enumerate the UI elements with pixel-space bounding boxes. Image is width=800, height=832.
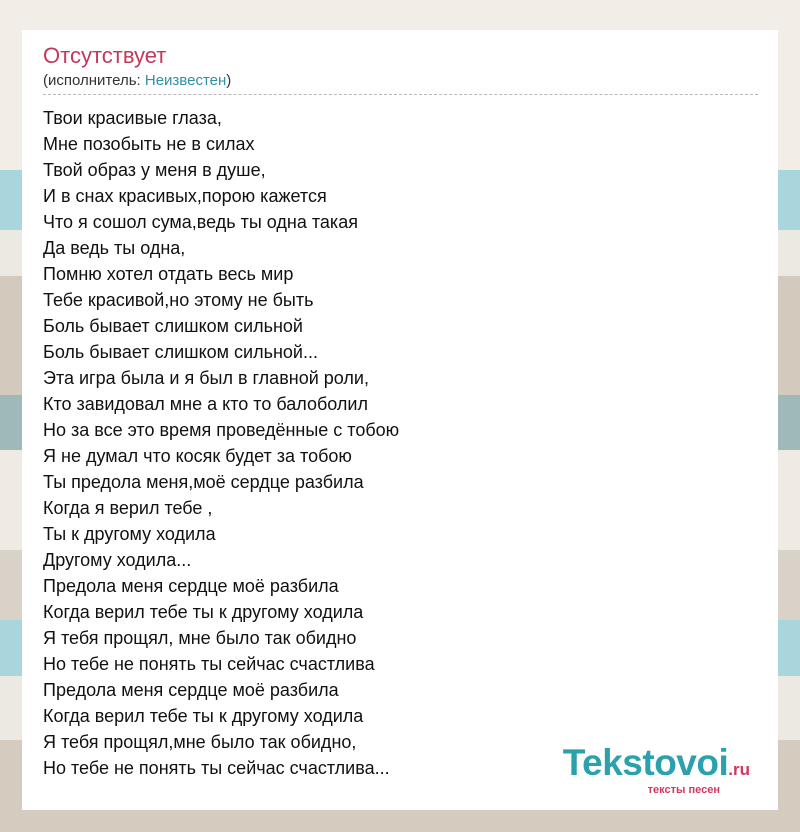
lyric-line: Помню хотел отдать весь мир [43, 264, 294, 284]
artist-line [43, 71, 758, 91]
lyric-line: Предола меня сердце моё разбила [43, 680, 339, 700]
lyric-line: Да ведь ты одна, [43, 238, 186, 258]
lyric-line: Твой образ у меня в душе, [43, 160, 266, 180]
logo-wordmark [562, 742, 750, 788]
lyric-line: Твои красивые глаза, [43, 108, 222, 128]
lyric-line: Кто завидовал мне а кто то балоболил [43, 394, 368, 414]
lyric-line: Я не думал что косяк будет за тобою [43, 446, 352, 466]
lyric-line: Тебе красивой,но этому не быть [43, 290, 314, 310]
lyric-line: Когда я верил тебе , [43, 498, 213, 518]
artist-prefix: (исполнитель: [43, 72, 145, 89]
lyric-line: Ты предола меня,моё сердце разбила [43, 472, 364, 492]
title-divider [43, 94, 758, 95]
lyrics-card [22, 30, 778, 810]
lyric-line: Но тебе не понять ты сейчас счастлива... [43, 758, 390, 778]
lyric-line: Боль бывает слишком сильной [43, 316, 303, 336]
lyric-line: Что я сошол сума,ведь ты одна такая [43, 212, 358, 232]
artist-suffix: ) [226, 72, 232, 89]
lyrics-text [43, 105, 758, 781]
site-logo[interactable] [562, 742, 750, 796]
lyric-line: Но тебе не понять ты сейчас счастлива [43, 654, 375, 674]
logo-tagline: тексты песен [647, 784, 720, 796]
lyric-line: Другому ходила... [43, 550, 192, 570]
lyric-line: Я тебя прощял, мне было так обидно [43, 628, 357, 648]
lyric-line: Когда верил тебе ты к другому ходила [43, 706, 364, 726]
lyric-line: Предола меня сердце моё разбила [43, 576, 339, 596]
lyric-line: И в снах красивых,порою кажется [43, 186, 327, 206]
lyric-line: Я тебя прощял,мне было так обидно, [43, 732, 357, 752]
lyric-line: Но за все это время проведённые с тобою [43, 420, 400, 440]
lyric-line: Боль бывает слишком сильной... [43, 342, 318, 362]
song-title: Отсутствует [43, 43, 167, 68]
lyric-line: Мне позобыть не в силах [43, 134, 255, 154]
artist-link[interactable]: Неизвестен [144, 72, 227, 89]
logo-name: Tekstovoi [562, 742, 729, 783]
lyric-line: Эта игра была и я был в главной роли, [43, 368, 369, 388]
lyric-line: Когда верил тебе ты к другому ходила [43, 602, 364, 622]
lyric-line: Ты к другому ходила [43, 524, 216, 544]
logo-tld: .ru [728, 760, 750, 779]
